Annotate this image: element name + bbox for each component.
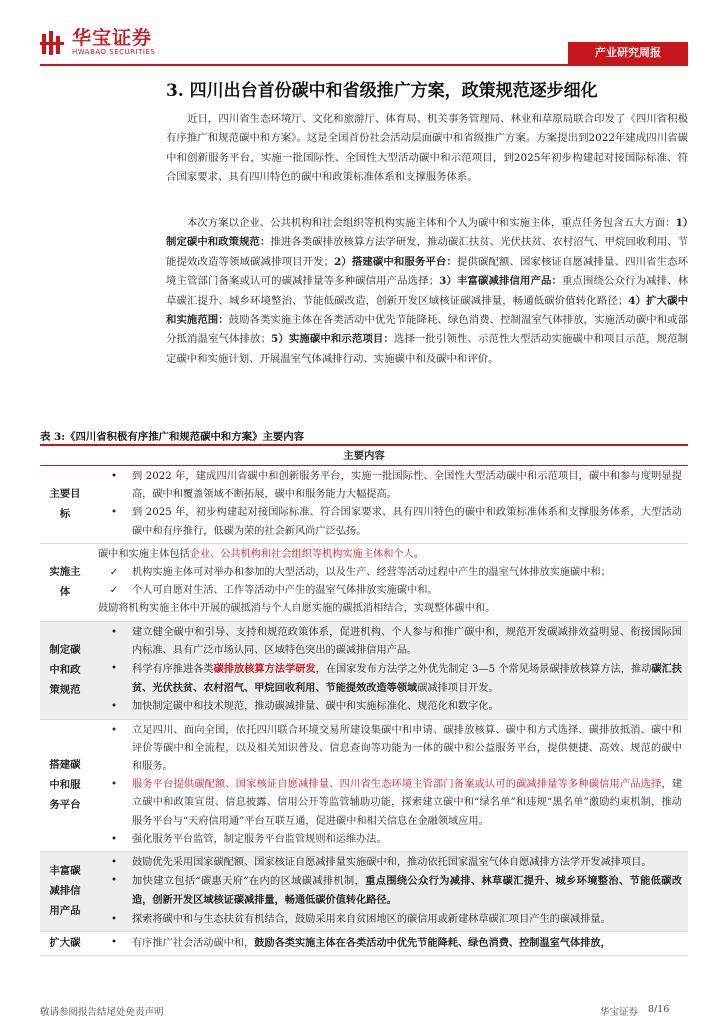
text-segment: 鼓励优先采用国家碳配额、国家核证自愿减排量实施碳中和，推动依托国家温室气体自愿减排方法学开发减排项目。 bbox=[132, 857, 652, 869]
bullet-icon: • bbox=[110, 626, 117, 638]
task-heading: 2）搭建碳中和服务平台： bbox=[334, 255, 457, 268]
bullet-icon: • bbox=[110, 779, 117, 791]
report-type-badge: 产业研究周报 bbox=[568, 42, 688, 64]
item-text bbox=[132, 911, 682, 929]
bold-text: 重点围绕公众行为减排、林草碳汇提升、城乡环境整治、节能低碳改造，创新开发区域核证碳减排量，畅通低碳价值转化路径。 bbox=[132, 875, 683, 907]
text-segment: ，建立碳中和政策宣贯、信息披露、信用公开等监管辅助功能，探索建立碳中和“绿名单”和违规“黑名单”激励约束机制，推动服务平台与“天府信用通”平台互联互通，促进碳中和相关信息在金融领域应用。 bbox=[132, 779, 683, 827]
text-segment: 个人可自愿对生活、工作等活动中产生的温室气体排放实施碳中和。 bbox=[132, 585, 438, 597]
list-item bbox=[96, 564, 682, 582]
table-header: 主要内容 bbox=[40, 446, 688, 466]
item-text bbox=[132, 872, 682, 910]
table-title: 表 3:《四川省积极有序推广和规范碳中和方案》主要内容 bbox=[40, 431, 305, 443]
list-item bbox=[96, 872, 682, 910]
text-segment: 建立健全碳中和引导、支持和规范政策体系，促进机构、个人参与和推广碳中和，规范开发碳减排效益明显、衔接国际国内标准、具有广泛市场认同、区域特色突出的碳减排信用产品。 bbox=[132, 626, 682, 656]
task-heading: 5）实施碳中和示范项目： bbox=[270, 333, 394, 346]
bold-text: 碳汇扶贫、光伏扶贫、农村沼气、甲烷回收利用、节能提效改造等领域 bbox=[132, 663, 682, 695]
row-content bbox=[90, 932, 688, 955]
paragraph-text: 选择一批引领性、示范性大型活动实施碳中和项目示范，规范制定碳中和实施计划、开展温室气体减排行动、实施碳中和及碳中和评价。 bbox=[166, 333, 689, 365]
list-item bbox=[96, 698, 682, 716]
paragraph-2 bbox=[166, 214, 688, 369]
row-category: 搭建碳中和服务平台 bbox=[49, 759, 81, 812]
list-item bbox=[96, 854, 682, 872]
check-icon: ✓ bbox=[109, 567, 119, 579]
list-item bbox=[96, 468, 682, 504]
item-text bbox=[132, 660, 682, 698]
paragraph-1: 近日，四川省生态环境厅、文化和旅游厅、体育局、机关事务管理局、林业和草原局联合印发了《四川省积极有序推广和规范碳中和方案》。这是全国首份社会活动层面碳中和省级推广方案。方案提出到2022年建成四川省碳中和创新服务平台，实施一批国际性、全国性大型活动碳中和示范项目，到2025年初步构建起对接国际标准、符合国家要求、具有四川特色的碳中和政策标准体系和支撑服务体系。 bbox=[166, 113, 688, 184]
page-footer bbox=[0, 996, 724, 1024]
list-item bbox=[96, 546, 682, 564]
text-segment: 碳减排项目开发。 bbox=[417, 683, 499, 695]
text-segment: 机构实施主体可对举办和参加的大型活动，以及生产、经营等活动过程中产生的温室气体排放实施碳中和； bbox=[132, 567, 611, 579]
highlight-text: 碳排放核算方法学研发 bbox=[213, 663, 316, 676]
paragraph-text: 重点围绕公众行为减排、林草碳汇提升、城乡环境整治、节能低碳改造，创新开发区域核证碳减排量，畅通低碳价值转化路径； bbox=[166, 275, 689, 307]
text-segment: 鼓励将机构实施主体中开展的碳抵消与个人自愿实施的碳抵消相结合，实现整体碳中和。 bbox=[98, 603, 496, 615]
table-row bbox=[40, 466, 688, 544]
item-text bbox=[132, 698, 682, 716]
list-item bbox=[96, 911, 682, 929]
table-row bbox=[40, 720, 688, 852]
check-icon: ✓ bbox=[109, 585, 119, 597]
page-number: 8/16 bbox=[648, 1004, 670, 1015]
footer-company: 华宝证券 bbox=[600, 1007, 639, 1018]
text-segment: 。 bbox=[413, 548, 424, 560]
row-category: 制定碳中和政策规范 bbox=[40, 622, 90, 719]
list-item bbox=[96, 934, 682, 953]
highlight-text: 服务平台提供碳配额、国家核证自愿减排量、四川省生态环境主管部门备案或认可的碳减排量等多种碳信用产品选择 bbox=[132, 779, 662, 791]
footer-right bbox=[600, 1004, 669, 1018]
item-text bbox=[96, 600, 682, 618]
row-content bbox=[90, 466, 688, 543]
task-heading: 1）制定碳中和政策规范： bbox=[166, 217, 689, 249]
bullet-icon: • bbox=[110, 833, 117, 845]
bullet-icon: • bbox=[110, 913, 117, 925]
disclaimer-note: 敬请参阅报告结尾处免责声明 bbox=[40, 1007, 164, 1018]
bullet-icon: • bbox=[110, 471, 117, 482]
bullet-icon: • bbox=[110, 724, 117, 736]
header-divider bbox=[40, 64, 688, 66]
row-content bbox=[90, 622, 688, 719]
list-item bbox=[96, 600, 682, 618]
bullet-icon: • bbox=[110, 875, 117, 887]
table-row bbox=[40, 622, 688, 720]
text-segment: 加快制定碳中和技术规范，推动碳减排量、碳中和实施标准化、规范化和数字化。 bbox=[132, 701, 499, 713]
page-header bbox=[0, 0, 724, 70]
task-heading: 3）丰富碳减排信用产品： bbox=[439, 275, 563, 288]
text-segment: 到 2025 年，初步构建起对接国际标准、符合国家要求、具有四川特色的碳中和政策标准体系和支撑服务体系，大型活动碳中和有序推行，低碳为荣的社会新风尚广泛弘扬。 bbox=[132, 507, 682, 537]
item-text bbox=[132, 854, 682, 872]
task-heading: 4）扩大碳中和实施范围： bbox=[166, 294, 689, 327]
list-item bbox=[96, 831, 682, 849]
text-segment: 到 2022 年，建成四川省碳中和创新服务平台，实施一批国际性、全国性大型活动碳中和示范项目，碳中和参与度明显提高，碳中和覆盖领域不断拓展，碳中和服务能力大幅提高。 bbox=[132, 471, 682, 501]
text-segment: 强化服务平台监管，制定服务平台监管规则和运维办法。 bbox=[132, 833, 387, 845]
list-item bbox=[96, 582, 682, 600]
item-text bbox=[132, 468, 682, 504]
table-body bbox=[40, 466, 688, 956]
item-text bbox=[96, 546, 682, 564]
item-text bbox=[132, 582, 682, 600]
bold-text: 鼓励各类实施主体在各类活动中优先节能降耗、绿色消费、控制温室气体排放， bbox=[254, 936, 611, 949]
logo-en-text: HWABAO SECURITIES bbox=[72, 48, 156, 56]
paragraph-text: 鼓励各类实施主体在各类活动中优先节能降耗、绿色消费、控制温室气体排放，实施活动碳中和或部分抵消温室气体排放； bbox=[166, 314, 689, 346]
item-text bbox=[132, 624, 682, 660]
row-category: 丰富碳减排信用产品 bbox=[40, 852, 90, 931]
text-segment: 碳中和实施主体包括 bbox=[98, 548, 190, 560]
item-text bbox=[132, 776, 682, 831]
item-text bbox=[132, 831, 682, 849]
list-item bbox=[96, 776, 682, 831]
item-text bbox=[132, 564, 682, 582]
item-text bbox=[132, 934, 682, 953]
content-table bbox=[40, 444, 688, 956]
text-segment: 有序推广社会活动碳中和， bbox=[132, 937, 255, 949]
list-item bbox=[96, 504, 682, 540]
row-category: 实施主体 bbox=[49, 566, 81, 599]
highlight-text: 企业、公共机构和社会组织等机构实施主体和个人 bbox=[189, 548, 414, 560]
list-item bbox=[96, 722, 682, 777]
list-item bbox=[96, 660, 682, 698]
list-item bbox=[96, 624, 682, 660]
bullet-icon: • bbox=[110, 857, 117, 869]
text-segment: 科学有序推进各类 bbox=[132, 664, 214, 676]
table-row bbox=[40, 852, 688, 932]
item-text bbox=[132, 504, 682, 540]
paragraph-text: 推进各类碳排放核算方法学研发，推动碳汇扶贫、光伏扶贫、农村沼气、甲烷回收利用、节能提效改造等领域碳减排项目开发； bbox=[166, 236, 689, 268]
row-category: 扩大碳 bbox=[49, 937, 81, 950]
text-segment: ，在国家发布方法学之外优先制定 3—5 个常见场景碳排放核算方法，推动 bbox=[315, 664, 652, 676]
row-content bbox=[90, 544, 688, 621]
section-title: 3. 四川出台首份碳中和省级推广方案，政策规范逐步细化 bbox=[166, 81, 598, 101]
row-category: 主要目标 bbox=[49, 488, 81, 521]
row-content bbox=[90, 720, 688, 851]
text-segment: 探索将碳中和与生态扶贫有机结合，鼓励采用来自贫困地区的碳信用或新建林草碳汇项目产生的碳减排量。 bbox=[132, 913, 611, 925]
paragraph-text: 提供碳配额、国家核证自愿减排量、四川省生态环境主管部门备案或认可的碳减排量等多种碳信用产品选择； bbox=[166, 255, 689, 288]
bullet-icon: • bbox=[110, 507, 117, 519]
table-row bbox=[40, 932, 688, 956]
text-segment: 立足四川、面向全国，依托四川联合环境交易所建设集碳中和申请、碳排放核算、碳中和方式选择、碳排放抵消、碳中和评价等碳中和全流程，以及相关知识普及、信息查询等功能为一体的碳中和公益服务平台，提供便捷、高效、规范的碳中和服务。 bbox=[132, 724, 682, 773]
bullet-icon: • bbox=[110, 701, 117, 713]
bullet-icon: • bbox=[110, 936, 117, 948]
paragraph-text: 本次方案以企业、公共机构和社会组织等机构实施主体和个人为碳中和实施主体，重点任务包含五大方面： bbox=[187, 217, 676, 229]
text-segment: 加快建立包括“碳惠天府”在内的区域碳减排机制， bbox=[132, 876, 366, 888]
row-content bbox=[90, 852, 688, 931]
logo-cn-text: 华宝证券 bbox=[72, 27, 153, 49]
table-row bbox=[40, 544, 688, 622]
bullet-icon: • bbox=[110, 663, 117, 675]
item-text bbox=[132, 722, 682, 777]
logo-mark-icon bbox=[40, 30, 66, 56]
company-logo bbox=[40, 28, 155, 57]
